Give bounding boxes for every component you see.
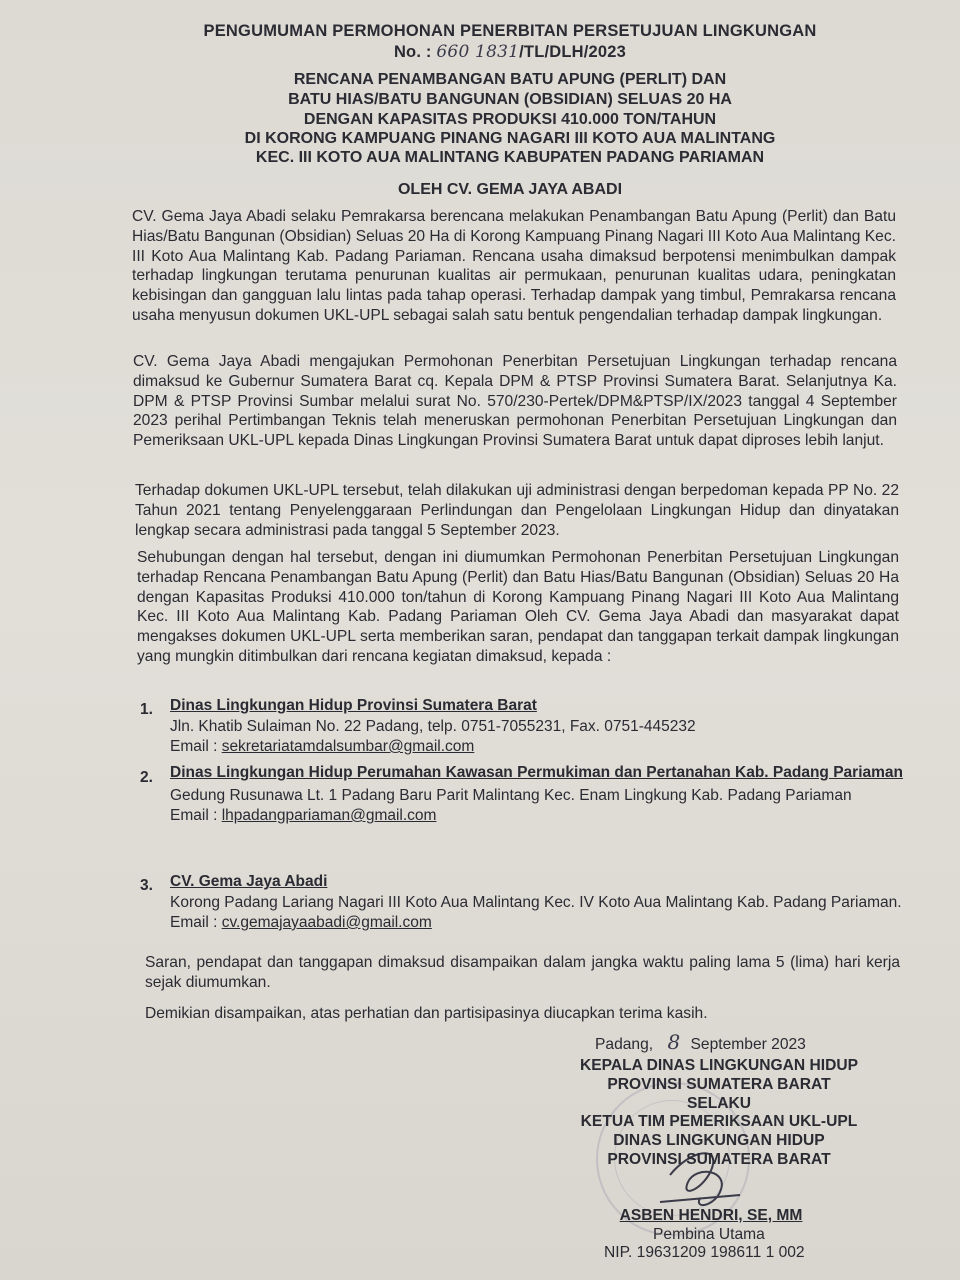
signer-title-line-1: KEPALA DINAS LINGKUNGAN HIDUP xyxy=(579,1057,859,1074)
paragraph-2: CV. Gema Jaya Abadi mengajukan Permohonan Penerbitan Persetujuan Lingkungan terhadap rencana dimaksud ke Gubernur Sumatera Barat cq. Kepala DPM & PTSP Provinsi Sumatera Barat. Selanjutnya Ka. DPM & PTSP Provinsi Sumbar melalui surat No. 570/230-Pertek/DPM&PTSP/IX/2023 tanggal 4 September 2023 perihal Pertimbangan Teknis telah meneruskan permohonan Penerbitan Persetujuan Lingkungan dan Pemeriksaan UKL-UPL kepada Dinas Lingkungan Provinsi Sumatera Barat untuk dapat diproses lebih lanjut. xyxy=(133,353,897,450)
closing-paragraph-1: Saran, pendapat dan tanggapan dimaksud disampaikan dalam jangka waktu paling lama 5 (lima) hari kerja sejak diumumkan. xyxy=(145,954,900,991)
recipient-2-email-row xyxy=(170,806,905,827)
signer-name: ASBEN HENDRI, SE, MM xyxy=(619,1207,803,1224)
recipient-2-email-link[interactable]: lhpadangpariaman@gmail.com xyxy=(221,807,437,824)
handwritten-number: 660 1831 xyxy=(436,42,520,62)
number-suffix: /TL/DLH/2023 xyxy=(519,43,627,61)
paragraph-1: CV. Gema Jaya Abadi selaku Pemrakarsa berencana melakukan Penambangan Batu Apung (Perlit) dan Batu Hias/Batu Bangunan (Obsidian) Seluas 20 Ha di Korong Kampuang Pinang Nagari III Koto Aua Malintang Kec. III Koto Aua Malintang Kab. Padang Pariaman. Rencana usaha dimaksud berpotensi menimbulkan dampak terhadap lingkungan terutama penurunan kualitas air permukaan, penurunan kualitas udara, peningkatan kebisingan dan gangguan lalu lintas pada tahap operasi. Terhadap dampak yang timbul, Pemrakarsa rencana usaha menyusun dokumen UKL-UPL sebagai salah satu bentuk pengendalian terhadap dampak lingkungan. xyxy=(132,208,896,324)
number-prefix: No. : xyxy=(393,43,432,61)
plan-title-line-1: RENCANA PENAMBANGAN BATU APUNG (PERLIT) DAN xyxy=(293,71,727,88)
recipient-2 xyxy=(170,763,905,827)
signing-date xyxy=(595,1030,806,1054)
recipient-1-address: Jln. Khatib Sulaiman No. 22 Padang, telp. 0751-7055231, Fax. 0751-445232 xyxy=(170,717,696,735)
recipient-1-email-row xyxy=(170,737,905,758)
date-day-handwritten: 8 xyxy=(667,1030,681,1054)
recipient-1-email-link[interactable]: sekretariatamdalsumbar@gmail.com xyxy=(221,738,475,755)
plan-title-line-5: KEC. III KOTO AUA MALINTANG KABUPATEN PADANG PARIAMAN xyxy=(255,149,765,166)
announcement-title: PENGUMUMAN PERMOHONAN PENERBITAN PERSETUJUAN LINGKUNGAN xyxy=(203,22,817,40)
date-month-year: September 2023 xyxy=(690,1036,806,1053)
recipient-3-address: Korong Padang Lariang Nagari III Koto Aua Malintang Kec. IV Koto Aua Malintang Kab. Padang Pariaman. xyxy=(170,893,902,911)
plan-title-line-2: BATU HIAS/BATU BANGUNAN (OBSIDIAN) SELUAS 20 HA xyxy=(288,91,732,108)
recipient-3 xyxy=(170,872,905,934)
recipient-3-email-row xyxy=(170,913,905,934)
signer-title-line-4: KETUA TIM PEMERIKSAAN UKL-UPL xyxy=(580,1113,858,1130)
signer-title-line-2: PROVINSI SUMATERA BARAT xyxy=(607,1076,831,1093)
recipient-2-name: Dinas Lingkungan Hidup Perumahan Kawasan Permukiman dan Pertanahan Kab. Padang Pariaman xyxy=(170,764,903,781)
closing-paragraph-2: Demikian disampaikan, atas perhatian dan partisipasinya diucapkan terima kasih. xyxy=(145,1005,708,1022)
recipient-3-email-link[interactable]: cv.gemajayaabadi@gmail.com xyxy=(221,914,432,931)
plan-title-line-4: DI KORONG KAMPUANG PINANG NAGARI III KOTO AUA MALINTANG xyxy=(244,130,776,147)
paragraph-3: Terhadap dokumen UKL-UPL tersebut, telah dilakukan uji administrasi dengan berpedoman kepada PP No. 22 Tahun 2021 tentang Penyelenggaraan Perlindungan dan Pengelolaan Lingkungan Hidup dan dinyatakan lengkap secara administrasi pada tanggal 5 September 2023. xyxy=(135,482,899,539)
announcement-number xyxy=(0,42,960,62)
recipient-2-number: 2. xyxy=(140,769,153,786)
recipient-3-name: CV. Gema Jaya Abadi xyxy=(170,873,328,890)
plan-title-line-3: DENGAN KAPASITAS PRODUKSI 410.000 TON/TAHUN xyxy=(303,111,717,128)
by-line: OLEH CV. GEMA JAYA ABADI xyxy=(397,181,623,198)
date-place: Padang, xyxy=(595,1036,654,1053)
signer-nip: NIP. 19631209 198611 1 002 xyxy=(604,1244,805,1261)
signer-title-line-5: DINAS LINGKUNGAN HIDUP xyxy=(613,1132,825,1149)
recipient-1-name: Dinas Lingkungan Hidup Provinsi Sumatera Barat xyxy=(170,697,537,714)
recipient-2-address: Gedung Rusunawa Lt. 1 Padang Baru Parit Malintang Kec. Enam Lingkung Kab. Padang Pariaman xyxy=(170,786,852,804)
signer-title-line-6: PROVINSI SUMATERA BARAT xyxy=(607,1151,831,1168)
signer-title-line-3: SELAKU xyxy=(686,1095,752,1112)
recipient-3-number: 3. xyxy=(140,877,153,894)
recipient-1 xyxy=(170,696,905,758)
signer-rank: Pembina Utama xyxy=(653,1226,765,1243)
recipient-1-number: 1. xyxy=(140,701,153,718)
email-label: Email : xyxy=(170,738,218,755)
paragraph-4: Sehubungan dengan hal tersebut, dengan ini diumumkan Permohonan Penerbitan Persetujuan Lingkungan terhadap Rencana Penambangan Batu Apung (Perlit) dan Batu Hias/Batu Bangunan (Obsidian) Seluas 20 Ha dengan Kapasitas Produksi 410.000 ton/tahun di Korong Kampuang Pinang Nagari III Koto Aua Malintang Kec. III Koto Aua Malintang Kab. Padang Pariaman Oleh CV. Gema Jaya Abadi dan masyarakat dapat mengakses dokumen UKL-UPL serta memberikan saran, pendapat dan tanggapan terkait dampak lingkungan yang mungkin ditimbulkan dari rencana kegiatan dimaksud, kepada : xyxy=(137,549,899,665)
email-label: Email : xyxy=(170,807,218,824)
email-label: Email : xyxy=(170,914,218,931)
